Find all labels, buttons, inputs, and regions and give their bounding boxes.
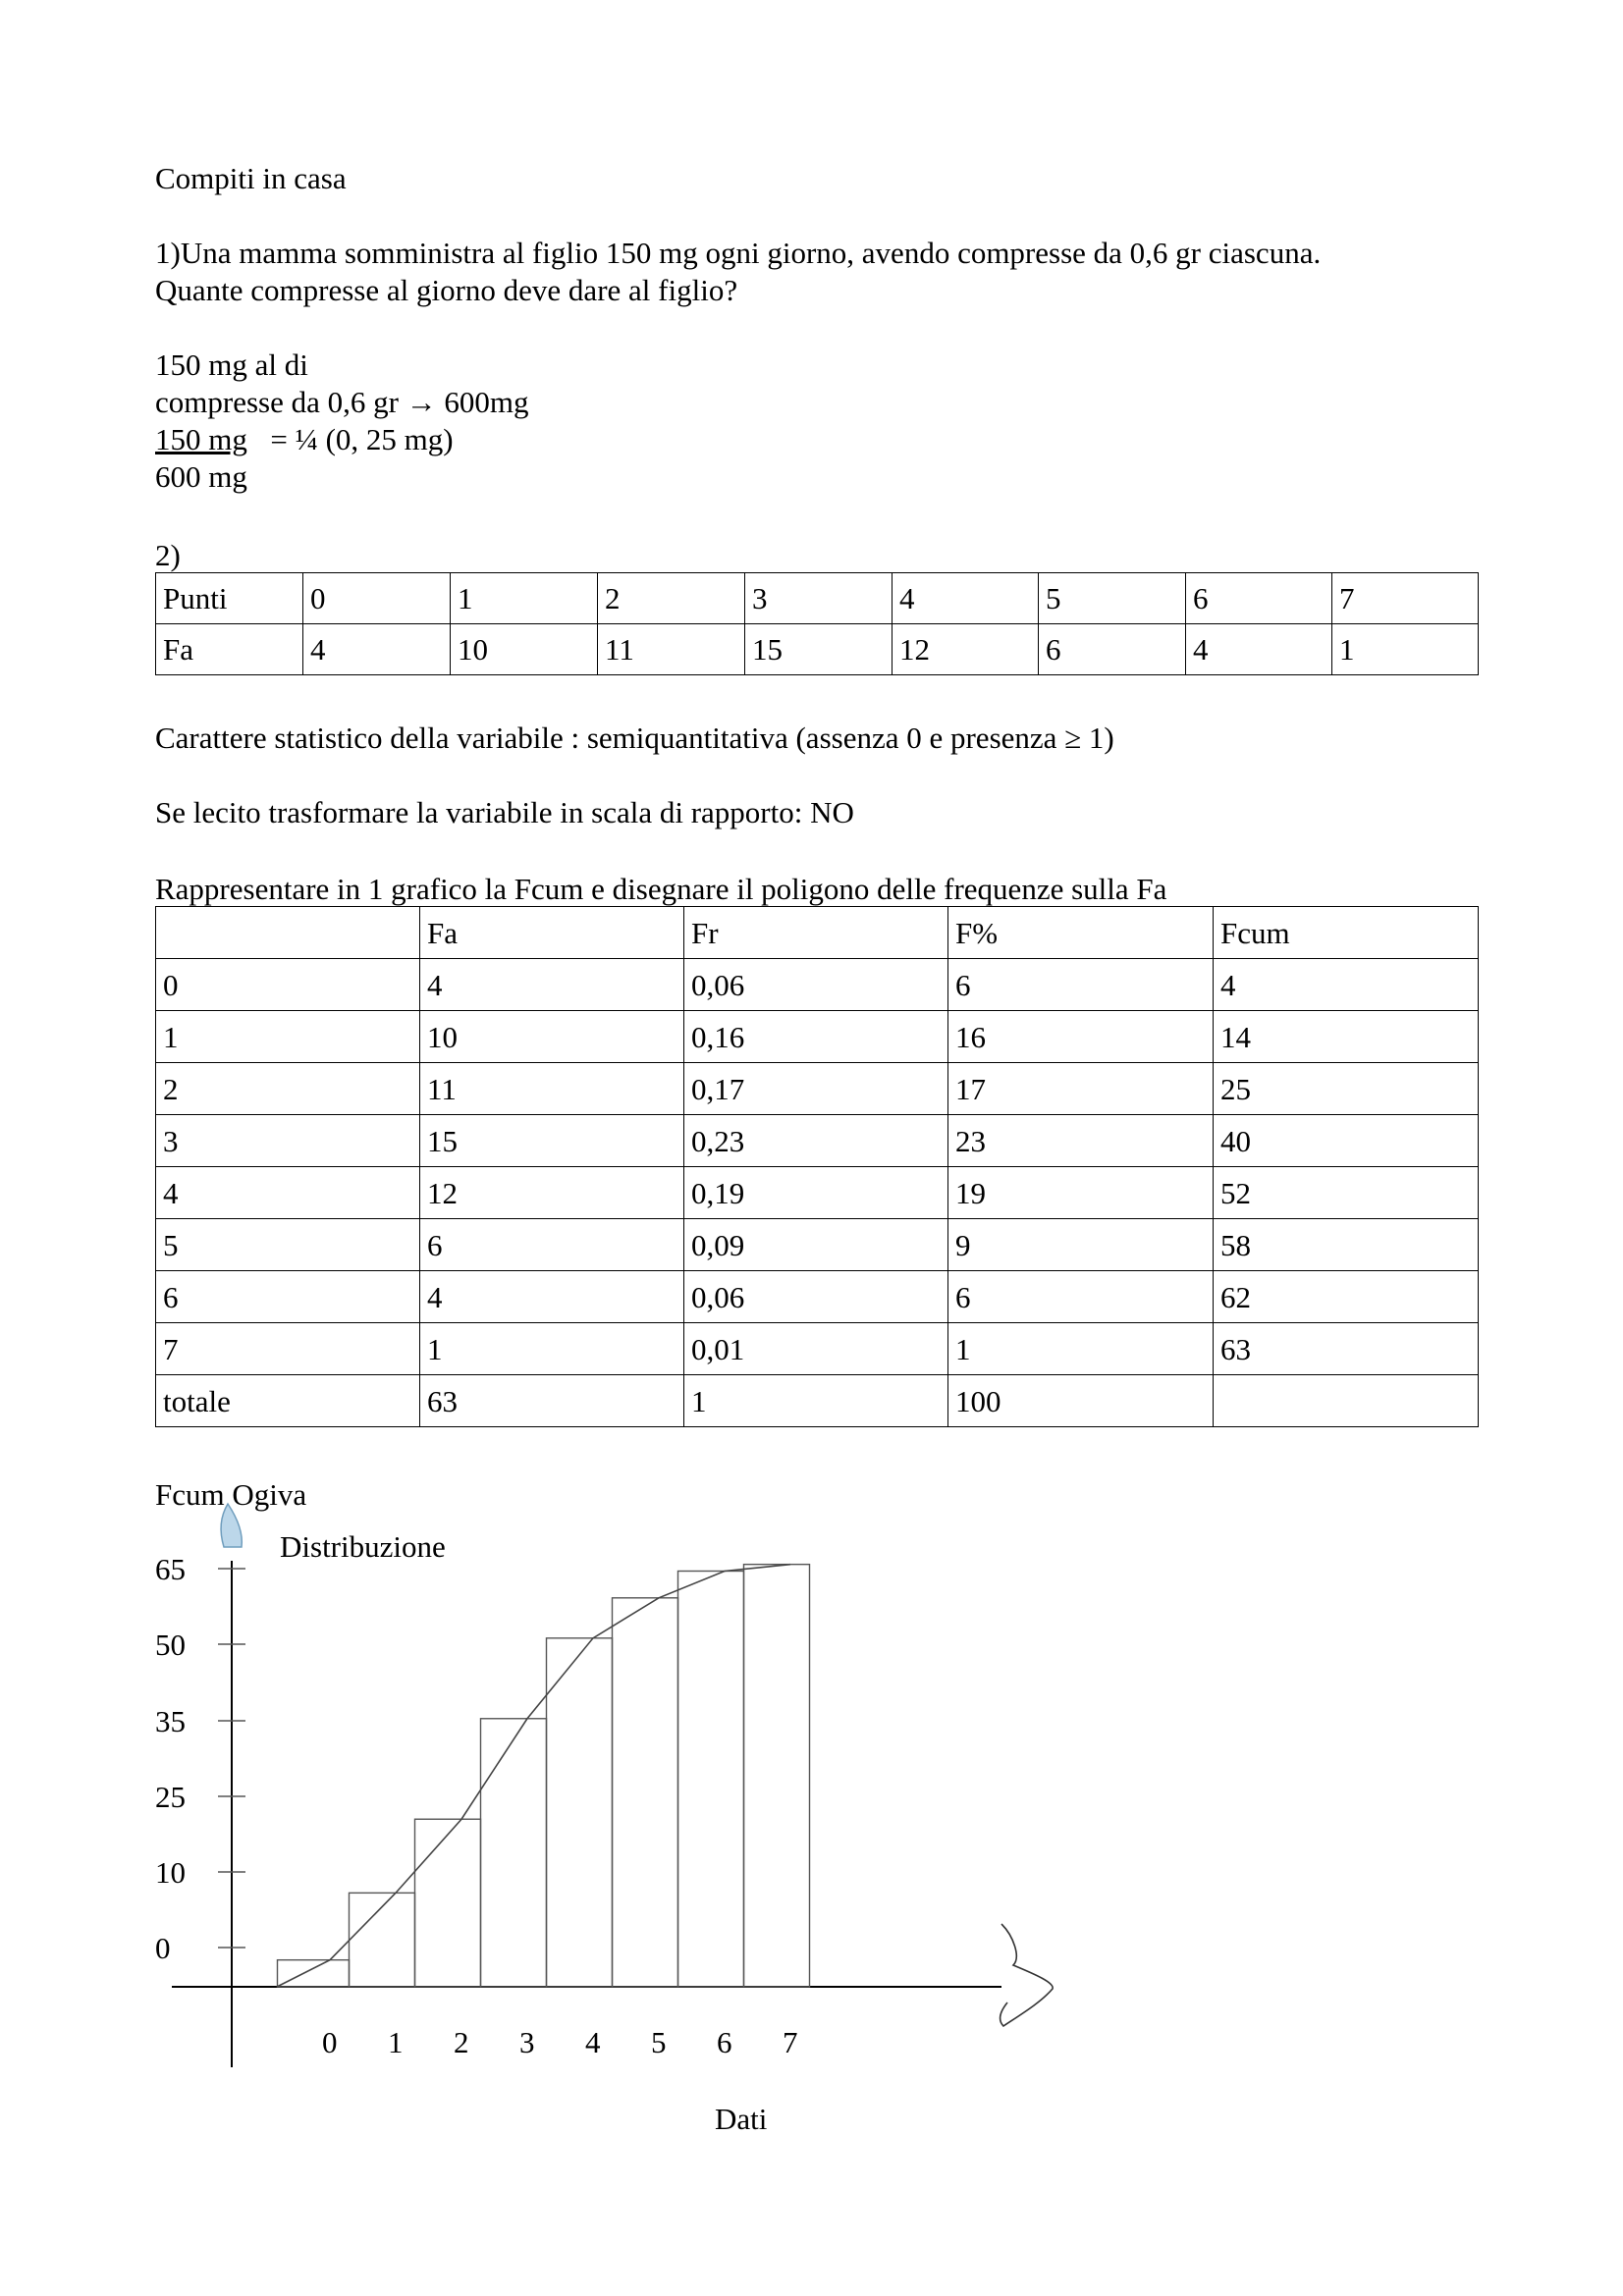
table2-cell: 63 — [420, 1375, 684, 1427]
table2-cell: 23 — [948, 1115, 1214, 1167]
x-tick-label: 0 — [322, 2025, 338, 2059]
table2-cell: 12 — [420, 1167, 684, 1219]
x-tick-label: 5 — [651, 2025, 667, 2059]
table2-cell: 14 — [1214, 1011, 1479, 1063]
table2-cell: 52 — [1214, 1167, 1479, 1219]
exercise1-question-line1: 1)Una mamma somministra al figlio 150 mg ogni giorno, avendo compresse da 0,6 gr ciascuna. — [155, 236, 1322, 270]
table2-cell: 7 — [156, 1323, 420, 1375]
table1-row — [156, 573, 1479, 624]
table2-cell: 1 — [420, 1323, 684, 1375]
table2-cell: 0,09 — [684, 1219, 948, 1271]
exercise1-question-line2: Quante compresse al giorno deve dare al figlio? — [155, 273, 738, 307]
table1-cell: 5 — [1039, 573, 1186, 624]
x-axis-label: Dati — [715, 2102, 768, 2136]
table2-cell: 11 — [420, 1063, 684, 1115]
table2-cell: 0,16 — [684, 1011, 948, 1063]
x-tick-label: 4 — [585, 2025, 601, 2059]
y-tick-label: 10 — [155, 1855, 186, 1890]
table2-row — [156, 1219, 1479, 1271]
table2-header-cell: Fcum — [1214, 907, 1479, 959]
table2-cell: 6 — [948, 1271, 1214, 1323]
table1-cell: 0 — [303, 573, 451, 624]
table2-cell — [1214, 1375, 1479, 1427]
table2-cell: 1 — [948, 1323, 1214, 1375]
x-tick-label: 2 — [454, 2025, 469, 2059]
table2-row — [156, 1063, 1479, 1115]
y-tick-label: 50 — [155, 1628, 186, 1662]
table2-cell: 0,19 — [684, 1167, 948, 1219]
chart-heading: Fcum Ogiva — [155, 1477, 307, 1512]
table1-cell: 4 — [1186, 624, 1332, 675]
table2-cell: 4 — [420, 959, 684, 1011]
fraction-result: = ¼ (0, 25 mg) — [270, 422, 454, 456]
fcum-bar — [613, 1598, 678, 1987]
table1-cell: 1 — [1332, 624, 1479, 675]
table2-cell: 0,17 — [684, 1063, 948, 1115]
exercise1-work-line2: compresse da 0,6 gr → 600mg — [155, 385, 529, 419]
chart-title: Distribuzione — [280, 1529, 446, 1564]
fraction-denominator: 600 mg — [155, 459, 247, 494]
fcum-bar — [744, 1565, 810, 1987]
table2-cell: 4 — [1214, 959, 1479, 1011]
table2-cell: 2 — [156, 1063, 420, 1115]
table2-cell: 19 — [948, 1167, 1214, 1219]
y-tick-label: 65 — [155, 1552, 186, 1586]
statistical-character-text: Carattere statistico della variabile : semiquantitativa (assenza 0 e presenza ≥ 1) — [155, 721, 1114, 755]
table1-cell: 10 — [451, 624, 598, 675]
frequency-distribution-table — [155, 906, 1479, 1427]
ogive-line — [277, 1565, 790, 1987]
table2-cell: totale — [156, 1375, 420, 1427]
ogive-chart — [0, 1453, 1623, 2160]
fcum-bar — [678, 1571, 744, 1987]
x-tick-label: 3 — [519, 2025, 535, 2059]
ratio-scale-text: Se lecito trasformare la variabile in scala di rapporto: NO — [155, 795, 854, 829]
table1-cell: 11 — [598, 624, 745, 675]
table1-cell: Fa — [156, 624, 303, 675]
table2-cell: 4 — [156, 1167, 420, 1219]
table2-header-cell: Fr — [684, 907, 948, 959]
represent-instruction-text: Rappresentare in 1 grafico la Fcum e disegnare il poligono delle frequenze sulla Fa — [155, 872, 1167, 906]
table1-cell: 12 — [893, 624, 1039, 675]
table2-cell: 62 — [1214, 1271, 1479, 1323]
table1-cell: 6 — [1186, 573, 1332, 624]
table2-cell: 0,06 — [684, 959, 948, 1011]
fcum-bar — [547, 1638, 613, 1987]
table2-cell: 100 — [948, 1375, 1214, 1427]
table2-header-row — [156, 907, 1479, 959]
table2-cell: 5 — [156, 1219, 420, 1271]
table2-row — [156, 1011, 1479, 1063]
x-tick-label: 1 — [388, 2025, 404, 2059]
x-tick-label: 6 — [717, 2025, 732, 2059]
table2-cell: 40 — [1214, 1115, 1479, 1167]
x-axis-arrow-icon — [1001, 1924, 1054, 2026]
fraction-numerator: 150 mg — [155, 422, 247, 456]
fcum-bar — [481, 1719, 547, 1987]
table1-cell: 1 — [451, 573, 598, 624]
table1-cell: 4 — [893, 573, 1039, 624]
y-tick-label: 25 — [155, 1780, 186, 1814]
table2-cell: 63 — [1214, 1323, 1479, 1375]
exercise1-work-line1: 150 mg al di — [155, 347, 308, 382]
table2-cell: 0,01 — [684, 1323, 948, 1375]
table2-row — [156, 1323, 1479, 1375]
ogive-chart-svg — [0, 1453, 1623, 2160]
table2-cell: 4 — [420, 1271, 684, 1323]
fcum-bar — [278, 1960, 350, 1987]
table1-cell: 7 — [1332, 573, 1479, 624]
table2-row — [156, 1115, 1479, 1167]
exercise1-fraction-line — [155, 424, 454, 454]
points-frequency-table — [155, 572, 1479, 675]
table2-cell: 25 — [1214, 1063, 1479, 1115]
x-tick-label: 7 — [783, 2025, 798, 2059]
table2-cell: 6 — [420, 1219, 684, 1271]
page-heading: Compiti in casa — [155, 161, 347, 195]
table2-cell: 10 — [420, 1011, 684, 1063]
table1-cell: 2 — [598, 573, 745, 624]
fcum-bar — [415, 1819, 481, 1987]
table2-cell: 17 — [948, 1063, 1214, 1115]
table2-cell: 0,06 — [684, 1271, 948, 1323]
exercise2-label: 2) — [155, 538, 181, 572]
table2-cell: 1 — [156, 1011, 420, 1063]
table2-row — [156, 1167, 1479, 1219]
table1-cell: 3 — [745, 573, 893, 624]
table2-header-cell: F% — [948, 907, 1214, 959]
table2-cell: 6 — [948, 959, 1214, 1011]
table2-cell: 9 — [948, 1219, 1214, 1271]
table2-cell: 1 — [684, 1375, 948, 1427]
table2-header-cell: Fa — [420, 907, 684, 959]
table1-cell: Punti — [156, 573, 303, 624]
table2-row — [156, 1271, 1479, 1323]
table2-cell: 58 — [1214, 1219, 1479, 1271]
table1-cell: 4 — [303, 624, 451, 675]
y-tick-label: 35 — [155, 1704, 186, 1738]
y-axis-arrow-icon — [221, 1504, 242, 1547]
table2-row — [156, 959, 1479, 1011]
table1-row — [156, 624, 1479, 675]
table1-cell: 15 — [745, 624, 893, 675]
table2-cell: 3 — [156, 1115, 420, 1167]
y-tick-label: 0 — [155, 1931, 171, 1965]
table1-cell: 6 — [1039, 624, 1186, 675]
table2-cell: 0 — [156, 959, 420, 1011]
table2-cell: 6 — [156, 1271, 420, 1323]
table2-row — [156, 1375, 1479, 1427]
table2-header-cell — [156, 907, 420, 959]
table2-cell: 0,23 — [684, 1115, 948, 1167]
table2-cell: 15 — [420, 1115, 684, 1167]
table2-cell: 16 — [948, 1011, 1214, 1063]
